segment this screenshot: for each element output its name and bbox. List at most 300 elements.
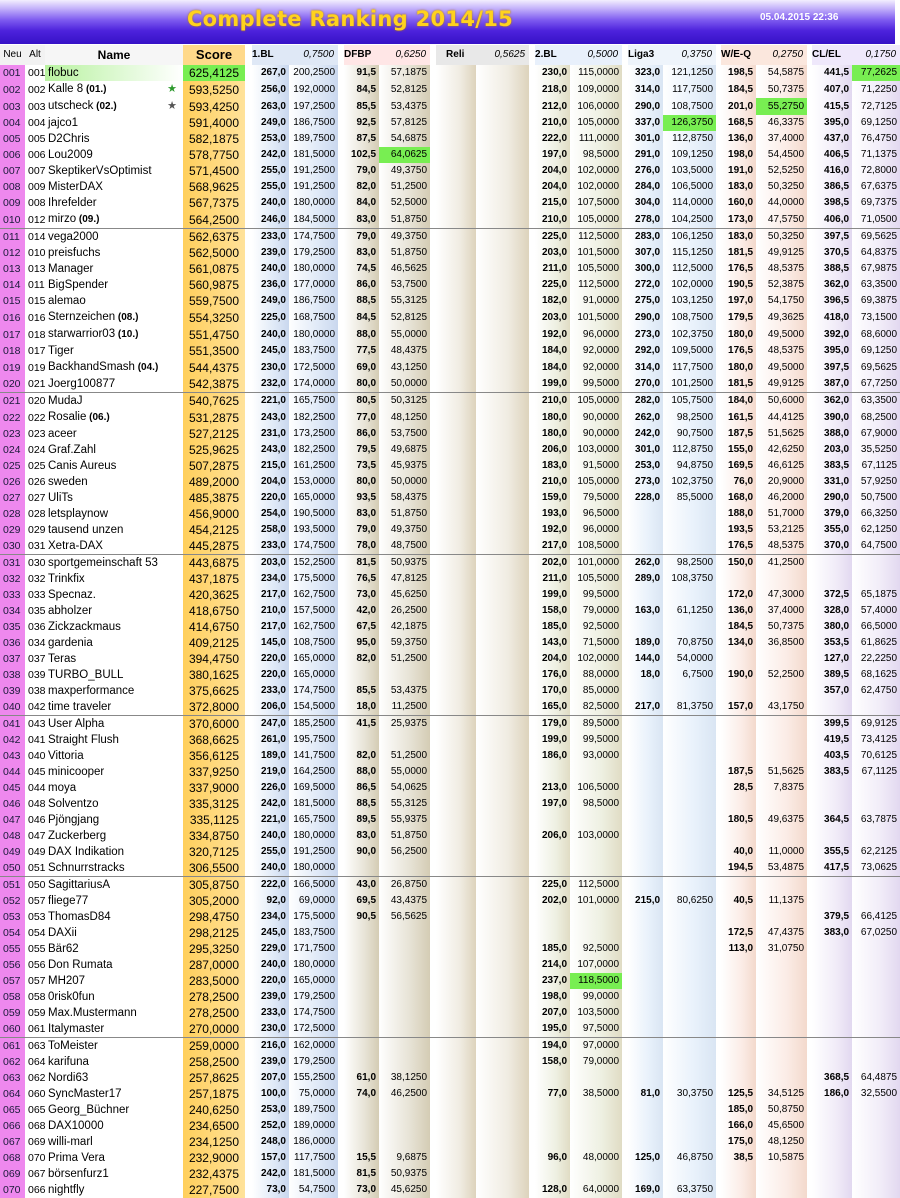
dfbp-points: 73,0 <box>344 587 379 603</box>
1bl-points: 203,0 <box>252 555 289 572</box>
rank-new: 069 <box>0 1166 25 1182</box>
liga3-points <box>628 732 663 748</box>
reli-points <box>436 490 476 506</box>
rank-new: 060 <box>0 1021 25 1038</box>
1bl-weighted: 75,0000 <box>289 1086 338 1102</box>
rank-new: 018 <box>0 343 25 359</box>
liga3-points <box>628 941 663 957</box>
clel-points: 290,0 <box>812 490 852 506</box>
dfbp-points: 83,0 <box>344 211 379 229</box>
liga3-points: 282,0 <box>628 393 663 410</box>
dfbp-weighted: 55,3125 <box>379 293 430 309</box>
score-value: 370,6000 <box>183 716 245 733</box>
reli-points <box>436 571 476 587</box>
dfbp-points: 83,0 <box>344 245 379 261</box>
player-name <box>45 796 183 812</box>
dfbp-points: 90,5 <box>344 909 379 925</box>
reli-weighted <box>476 506 529 522</box>
col-dfbp[interactable] <box>344 45 430 65</box>
player-name <box>45 555 183 572</box>
spacer <box>245 957 252 973</box>
clel-weighted: 73,0625 <box>852 860 900 877</box>
1bl-weighted: 174,7500 <box>289 683 338 699</box>
liga3-points: 215,0 <box>628 893 663 909</box>
clel-points: 362,0 <box>812 393 852 410</box>
reli-points <box>436 147 476 163</box>
clel-points: 328,0 <box>812 603 852 619</box>
rank-old: 011 <box>28 279 45 291</box>
clel-points: 386,5 <box>812 179 852 195</box>
dfbp-weighted <box>379 1005 430 1021</box>
rank-old: 047 <box>28 830 46 842</box>
player-name <box>45 635 183 651</box>
table-row <box>0 522 900 538</box>
1bl-points: 189,0 <box>252 748 289 764</box>
score-value: 560,9875 <box>183 277 245 293</box>
liga3-weighted: 30,3750 <box>663 1086 716 1102</box>
score-value: 283,5000 <box>183 973 245 989</box>
rank-old: 026 <box>28 476 46 488</box>
2bl-weighted: 82,5000 <box>570 699 622 716</box>
clel-weighted: 63,7875 <box>852 812 900 828</box>
clel-points: 392,0 <box>812 326 852 343</box>
dfbp-points <box>344 973 379 989</box>
2bl-points <box>535 1118 570 1134</box>
2bl-points <box>535 1166 570 1182</box>
reli-points <box>436 812 476 828</box>
liga3-weighted <box>663 1005 716 1021</box>
col-liga3[interactable] <box>628 45 716 65</box>
clel-points: 370,0 <box>812 538 852 555</box>
liga3-points <box>628 957 663 973</box>
2bl-weighted: 102,0000 <box>570 163 622 179</box>
2bl-points: 198,0 <box>535 989 570 1005</box>
1bl-weighted: 182,2500 <box>289 442 338 458</box>
liga3-points: 301,0 <box>628 131 663 147</box>
rank-old: 039 <box>28 669 46 681</box>
dfbp-weighted: 59,3750 <box>379 635 430 651</box>
reli-weighted <box>476 667 529 683</box>
clel-points: 388,0 <box>812 426 852 442</box>
player-name <box>45 780 183 796</box>
dfbp-points: 80,0 <box>344 474 379 490</box>
spacer <box>245 426 252 442</box>
score-value: 445,2875 <box>183 538 245 555</box>
reli-weighted <box>476 635 529 651</box>
reli-weighted <box>476 426 529 442</box>
table-row <box>0 211 900 229</box>
rank-old: 032 <box>28 573 46 585</box>
table-row <box>0 877 900 894</box>
clel-weighted <box>852 893 900 909</box>
table-row <box>0 131 900 147</box>
1bl-points: 207,0 <box>252 1070 289 1086</box>
liga3-weighted: 54,0000 <box>663 651 716 667</box>
clel-weighted: 57,4000 <box>852 603 900 619</box>
liga3-points: 292,0 <box>628 343 663 359</box>
rank-new: 021 <box>0 393 25 410</box>
dfbp-points: 90,0 <box>344 844 379 860</box>
reli-points <box>436 828 476 844</box>
weq-weighted: 11,1375 <box>756 893 807 909</box>
1bl-points: 242,0 <box>252 147 289 163</box>
1bl-points: 245,0 <box>252 925 289 941</box>
col-score[interactable]: Score <box>183 45 245 65</box>
player-name-text: starwarrior03 <box>48 328 116 340</box>
2bl-weighted: 105,0000 <box>570 115 622 131</box>
1bl-weighted: 162,7500 <box>289 587 338 603</box>
reli-points <box>436 522 476 538</box>
table-row <box>0 163 900 179</box>
reli-weighted <box>476 844 529 860</box>
clel-weighted: 69,1250 <box>852 115 900 131</box>
weq-weighted: 48,5375 <box>756 343 807 359</box>
spacer <box>245 635 252 651</box>
dfbp-weighted: 51,2500 <box>379 651 430 667</box>
clel-points <box>812 957 852 973</box>
1bl-weighted: 153,0000 <box>289 474 338 490</box>
2bl-weighted: 106,5000 <box>570 780 622 796</box>
liga3-weighted <box>663 764 716 780</box>
1bl-points: 220,0 <box>252 651 289 667</box>
1bl-weighted: 191,2500 <box>289 179 338 195</box>
reli-weighted <box>476 1134 529 1150</box>
liga3-weighted: 98,2500 <box>663 555 716 572</box>
rank-old: 059 <box>28 1007 46 1019</box>
1bl-weighted: 172,5000 <box>289 1021 338 1038</box>
2bl-weighted: 111,0000 <box>570 131 622 147</box>
player-name <box>45 1150 183 1166</box>
liga3-points <box>628 973 663 989</box>
dfbp-points <box>344 1134 379 1150</box>
1bl-points: 220,0 <box>252 973 289 989</box>
1bl-weighted: 179,2500 <box>289 1054 338 1070</box>
player-name-text: SkeptikerVsOptimist <box>48 165 152 177</box>
player-name-text: Bär62 <box>48 943 79 955</box>
2bl-weighted: 92,0000 <box>570 343 622 359</box>
spacer <box>245 393 252 410</box>
liga3-points: 242,0 <box>628 426 663 442</box>
player-name <box>45 957 183 973</box>
2bl-points: 180,0 <box>535 409 570 426</box>
dfbp-weighted: 53,7500 <box>379 277 430 293</box>
score-value: 559,7500 <box>183 293 245 309</box>
2bl-weighted: 48,0000 <box>570 1150 622 1166</box>
weq-points: 172,5 <box>721 925 756 941</box>
dfbp-weighted: 54,0625 <box>379 780 430 796</box>
reli-weighted <box>476 587 529 603</box>
spacer <box>245 748 252 764</box>
dfbp-points: 43,0 <box>344 877 379 894</box>
clel-points: 416,0 <box>812 163 852 179</box>
liga3-weighted: 114,0000 <box>663 195 716 211</box>
spacer <box>245 812 252 828</box>
spacer <box>245 163 252 179</box>
spacer <box>245 1021 252 1038</box>
player-name-text: Ihrefelder <box>48 197 97 209</box>
player-name-text: aceer <box>48 428 77 440</box>
player-name-text: DAX Indikation <box>48 846 125 858</box>
weq-points: 198,0 <box>721 147 756 163</box>
2bl-points: 143,0 <box>535 635 570 651</box>
1bl-points: 240,0 <box>252 261 289 277</box>
player-name <box>45 522 183 538</box>
player-name <box>45 261 183 277</box>
clel-weighted: 66,4125 <box>852 909 900 925</box>
2bl-weighted: 102,0000 <box>570 651 622 667</box>
clel-weighted: 63,3500 <box>852 393 900 410</box>
reli-weighted <box>476 651 529 667</box>
dfbp-points: 79,0 <box>344 522 379 538</box>
liga3-points: 314,0 <box>628 359 663 376</box>
1bl-weighted: 108,7500 <box>289 635 338 651</box>
col-dfbp-label: DFBP <box>344 49 372 60</box>
weq-weighted: 53,2125 <box>756 522 807 538</box>
liga3-points: 314,0 <box>628 81 663 98</box>
1bl-points: 220,0 <box>252 667 289 683</box>
2bl-points: 185,0 <box>535 619 570 635</box>
clel-points <box>812 973 852 989</box>
weq-points: 176,5 <box>721 343 756 359</box>
reli-points <box>436 261 476 277</box>
1bl-weighted: 197,2500 <box>289 98 338 115</box>
dfbp-points <box>344 989 379 1005</box>
liga3-points: 189,0 <box>628 635 663 651</box>
reli-weighted <box>476 1102 529 1118</box>
rank-old: 015 <box>28 295 46 307</box>
clel-weighted: 70,6125 <box>852 748 900 764</box>
rank-old: 065 <box>28 1104 46 1116</box>
weq-weighted <box>756 683 807 699</box>
rank-new: 003 <box>0 98 25 115</box>
clel-weighted: 69,7375 <box>852 195 900 211</box>
rank-old: 048 <box>28 798 46 810</box>
weq-weighted: 49,3625 <box>756 309 807 326</box>
clel-weighted: 67,9000 <box>852 426 900 442</box>
table-row <box>0 635 900 651</box>
liga3-points <box>628 1166 663 1182</box>
weq-weighted: 54,5875 <box>756 65 807 81</box>
score-value: 278,2500 <box>183 989 245 1005</box>
2bl-weighted <box>570 860 622 877</box>
player-name-text: Xetra-DAX <box>48 540 103 552</box>
weq-points <box>721 989 756 1005</box>
reli-points <box>436 538 476 555</box>
1bl-weighted: 181,5000 <box>289 1166 338 1182</box>
rank-new: 032 <box>0 571 25 587</box>
liga3-points: 275,0 <box>628 293 663 309</box>
spacer <box>245 115 252 131</box>
player-name <box>45 812 183 828</box>
weq-weighted: 51,5625 <box>756 426 807 442</box>
rank-new: 013 <box>0 261 25 277</box>
1bl-points: 258,0 <box>252 522 289 538</box>
weq-weighted: 49,9125 <box>756 376 807 393</box>
spacer <box>245 877 252 894</box>
player-name-text: BackhandSmash <box>48 361 135 373</box>
liga3-points <box>628 1102 663 1118</box>
reli-points <box>436 732 476 748</box>
2bl-points: 77,0 <box>535 1086 570 1102</box>
table-row <box>0 309 900 326</box>
player-name-text: Pjöngjang <box>48 814 100 826</box>
player-name <box>45 716 183 733</box>
spacer <box>245 65 252 81</box>
dfbp-weighted: 26,8750 <box>379 877 430 894</box>
reli-weighted <box>476 764 529 780</box>
2bl-points: 158,0 <box>535 603 570 619</box>
col-2bl[interactable] <box>535 45 622 65</box>
weq-points: 181,5 <box>721 245 756 261</box>
weq-points <box>721 1070 756 1086</box>
dfbp-points: 69,0 <box>344 359 379 376</box>
col-alt[interactable]: Alt <box>25 45 45 65</box>
weq-points: 193,5 <box>721 522 756 538</box>
rank-new: 050 <box>0 860 25 877</box>
2bl-weighted: 99,5000 <box>570 587 622 603</box>
weq-points: 184,5 <box>721 619 756 635</box>
col-clel[interactable] <box>812 45 900 65</box>
2bl-points: 158,0 <box>535 1054 570 1070</box>
rank-old: 003 <box>28 100 46 113</box>
dfbp-points: 78,0 <box>344 538 379 555</box>
weq-points: 179,5 <box>721 309 756 326</box>
reli-points <box>436 1182 476 1198</box>
clel-points <box>812 1005 852 1021</box>
2bl-points: 210,0 <box>535 115 570 131</box>
2bl-weighted: 79,0000 <box>570 603 622 619</box>
table-row <box>0 844 900 860</box>
reli-points <box>436 1038 476 1055</box>
2bl-weighted: 92,0000 <box>570 359 622 376</box>
player-name <box>45 603 183 619</box>
clel-weighted: 57,9250 <box>852 474 900 490</box>
liga3-weighted <box>663 619 716 635</box>
weq-weighted: 50,7375 <box>756 81 807 98</box>
player-name-text: willi-marl <box>48 1136 93 1148</box>
1bl-points: 243,0 <box>252 409 289 426</box>
1bl-weighted: 175,5000 <box>289 909 338 925</box>
liga3-points <box>628 1054 663 1070</box>
spacer <box>245 1150 252 1166</box>
score-value: 564,2500 <box>183 211 245 229</box>
reli-points <box>436 376 476 393</box>
dfbp-weighted: 53,4375 <box>379 98 430 115</box>
player-name-text: Zuckerberg <box>48 830 107 842</box>
reli-weighted <box>476 571 529 587</box>
2bl-points: 204,0 <box>535 179 570 195</box>
clel-points: 441,5 <box>812 65 852 81</box>
clel-points: 383,5 <box>812 458 852 474</box>
spacer <box>245 1134 252 1150</box>
clel-points: 372,5 <box>812 587 852 603</box>
liga3-points: 262,0 <box>628 555 663 572</box>
col-neu[interactable]: Neu <box>0 45 25 65</box>
spacer <box>245 81 252 98</box>
table-row <box>0 393 900 410</box>
player-name <box>45 147 183 163</box>
score-value: 259,0000 <box>183 1038 245 1055</box>
reli-points <box>436 764 476 780</box>
rank-old: 055 <box>28 943 46 955</box>
dfbp-weighted: 48,1250 <box>379 409 430 426</box>
rank-new: 053 <box>0 909 25 925</box>
weq-points: 183,0 <box>721 179 756 195</box>
reli-weighted <box>476 1005 529 1021</box>
reli-points <box>436 877 476 894</box>
player-name <box>45 65 183 81</box>
col-weq[interactable] <box>721 45 807 65</box>
col-reli[interactable] <box>436 45 529 65</box>
table-row <box>0 1166 900 1182</box>
rank-new: 055 <box>0 941 25 957</box>
dfbp-points <box>344 1021 379 1038</box>
weq-weighted: 49,5000 <box>756 326 807 343</box>
clel-points <box>812 1038 852 1055</box>
dfbp-points <box>344 1054 379 1070</box>
score-value: 437,1875 <box>183 571 245 587</box>
previous-rank-note: (02.) <box>93 101 117 112</box>
weq-weighted: 34,5125 <box>756 1086 807 1102</box>
1bl-weighted: 180,0000 <box>289 261 338 277</box>
clel-weighted: 62,4750 <box>852 683 900 699</box>
liga3-weighted: 90,7500 <box>663 426 716 442</box>
rank-old: 014 <box>25 229 45 246</box>
player-name <box>45 442 183 458</box>
clel-points <box>812 1150 852 1166</box>
liga3-points: 125,0 <box>628 1150 663 1166</box>
player-name <box>45 571 183 587</box>
player-name-text: Joerg100877 <box>48 378 116 390</box>
liga3-weighted <box>663 538 716 555</box>
page-title: Complete Ranking 2014/15 <box>186 7 514 31</box>
player-name <box>45 426 183 442</box>
reli-points <box>436 179 476 195</box>
score-value: 625,4125 <box>183 65 245 81</box>
1bl-weighted: 165,7500 <box>289 812 338 828</box>
player-name-text: Canis Aureus <box>48 460 117 472</box>
clel-weighted: 72,7125 <box>852 98 900 115</box>
col-name[interactable]: Name <box>45 45 183 65</box>
weq-weighted: 49,5000 <box>756 359 807 376</box>
reli-weighted <box>476 941 529 957</box>
rank-old: 045 <box>28 766 46 778</box>
weq-points <box>721 796 756 812</box>
reli-points <box>436 393 476 410</box>
liga3-weighted <box>663 828 716 844</box>
2bl-weighted: 105,5000 <box>570 571 622 587</box>
rank-new: 068 <box>0 1150 25 1166</box>
2bl-weighted <box>570 925 622 941</box>
score-value: 305,8750 <box>183 877 245 894</box>
clel-weighted <box>852 941 900 957</box>
rank-new: 046 <box>0 796 25 812</box>
rank-new: 054 <box>0 925 25 941</box>
player-name <box>45 179 183 195</box>
reli-weighted <box>476 877 529 894</box>
spacer <box>245 925 252 941</box>
player-name <box>45 115 183 131</box>
table-row <box>0 538 900 555</box>
player-name-text: Rosalie <box>48 411 87 423</box>
col-1bl[interactable] <box>252 45 338 65</box>
dfbp-weighted: 50,0000 <box>379 474 430 490</box>
spacer <box>245 409 252 426</box>
player-name <box>45 343 183 359</box>
clel-weighted: 67,1125 <box>852 458 900 474</box>
player-name <box>45 1005 183 1021</box>
clel-points: 390,0 <box>812 409 852 426</box>
